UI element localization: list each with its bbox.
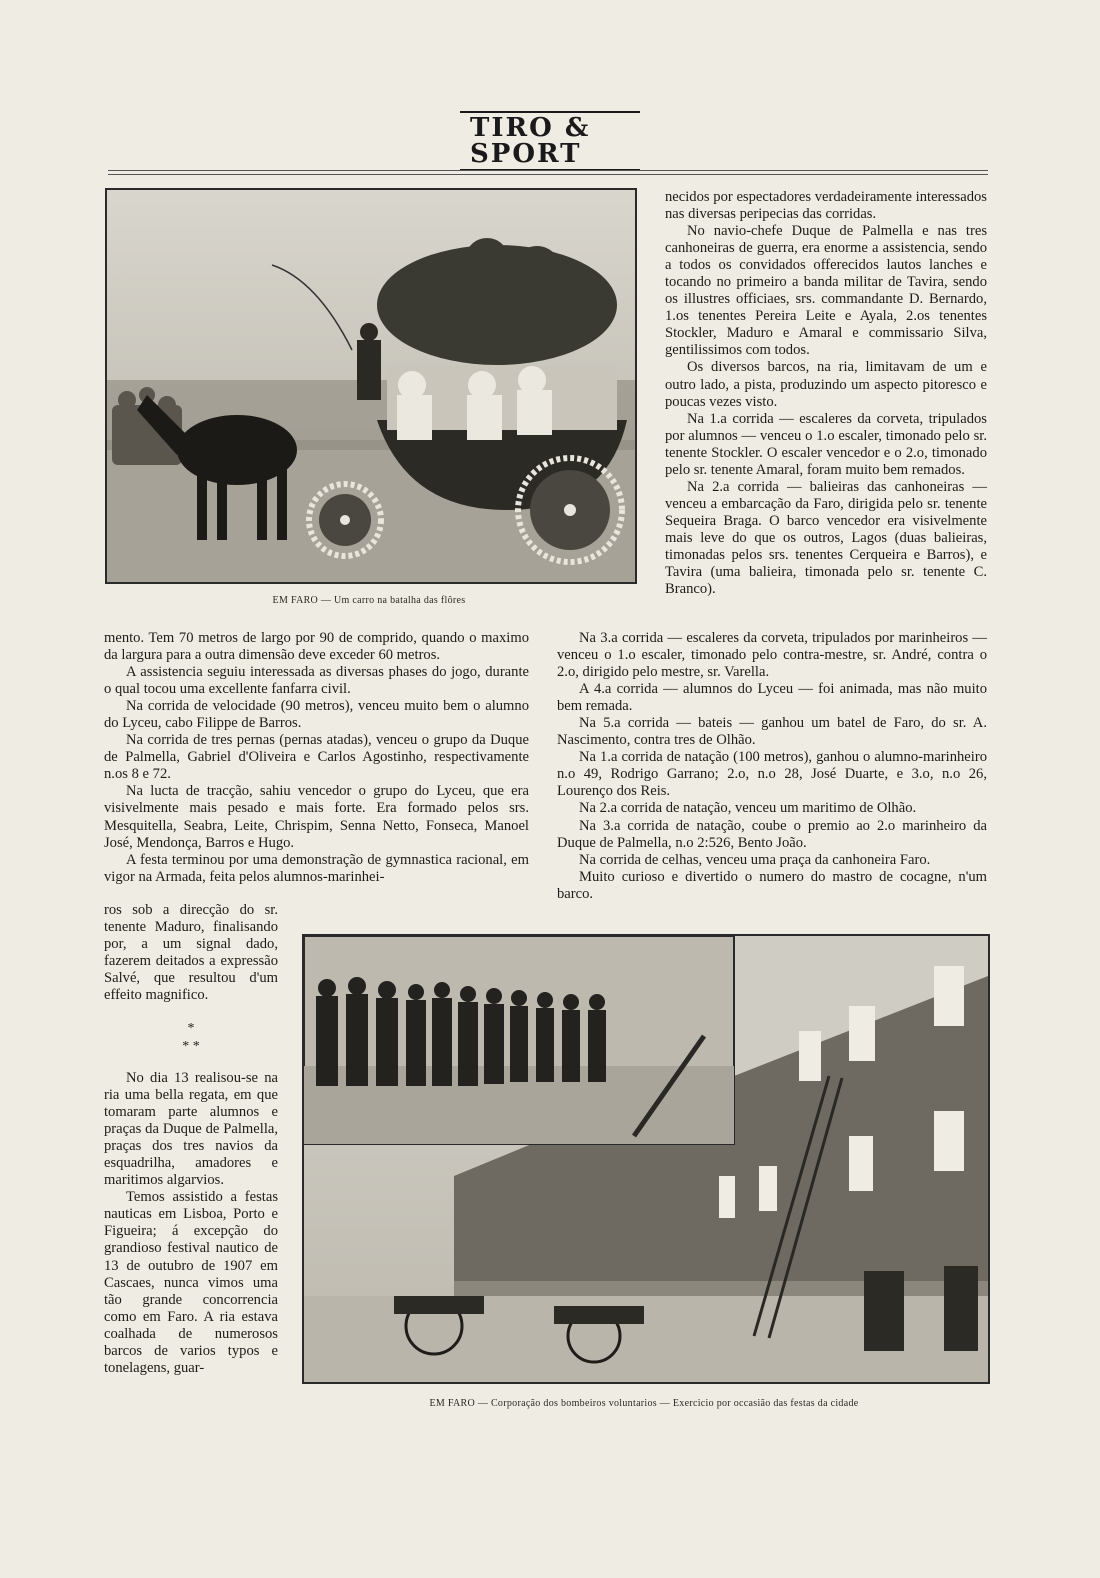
result-cocagne: Muito curioso e divertido o numero do mastro de cocagne, n'um barco.: [557, 868, 987, 902]
right-para-4: Na 1.a corrida — escaleres da corveta, tripulados por alumnos — venceu o 1.o escaler, timonado pelo sr. tenente Stockler. O escaler vencedor e o 2.o, timonado pelo sr. tenente Amaral, foram muito bem remados.: [665, 410, 987, 478]
left-column: [104, 630, 529, 886]
masthead-logo: [460, 113, 640, 169]
narrow-para-gymnastics: ros sob a direcção do sr. tenente Maduro, finalisando por, a um signal dado, fazerem deitados a expressão Salvé, que resultou d'um effeito magnifico.: [104, 902, 278, 1004]
section-separator: * * *: [182, 1021, 200, 1054]
photo2-caption: EM FARO — Corporação dos bombeiros voluntarios — Exercicio por occasião das festas da cidade: [429, 1398, 859, 1409]
masthead-title: TIRO & SPORT: [460, 111, 640, 171]
header-rule: [108, 170, 988, 171]
result-natacao-2: Na 2.a corrida de natação, venceu um maritimo de Olhão.: [579, 800, 917, 817]
narrow-column-b: [104, 1070, 278, 1377]
right-para-5: Na 2.a corrida — balieiras das canhoneiras — venceu a embarcação da Faro, dirigida pelo sr. tenente Sequeira Braga. O barco vencedor era visivelmente mais leve do que os outros, Lagos (duas balieiras, timonadas pelos srs. tenentes Cerqueira e Barros), e Tavira (uma balieira, timonada pelo sr. tenente C. Branco).: [665, 478, 987, 598]
left-para-4: Na corrida de tres pernas (pernas atadas), venceu o grupo da Duque de Palmella, Gabriel d'Oliveira e Carlos Agostinho, respectivamente n.os 8 e 72.: [104, 732, 529, 783]
right-para-1: necidos por espectadores verdadeiramente interessados nas diversas peripecias das corridas.: [665, 189, 987, 223]
left-para-2: A assistencia seguiu interessada as diversas phases do jogo, durante o qual tocou uma excellente fanfarra civil.: [104, 664, 529, 698]
left-para-3: Na corrida de velocidade (90 metros), venceu muito bem o alumno do Lyceu, cabo Filippe de Barros.: [104, 698, 529, 732]
right-para-3: Os diversos barcos, na ria, limitavam de um e outro lado, a pista, produzindo um aspecto pitoresco e poucas vezes visto.: [665, 359, 987, 410]
right-column: [665, 189, 987, 598]
header-rule-double: [108, 174, 988, 175]
result-natacao-1: Na 1.a corrida de natação (100 metros), ganhou o alumno-marinheiro n.o 49, Rodrigo Garrano; 2.o, n.o 28, José Duarte, e 3.o, n.o 26, Lourenço dos Reis.: [557, 749, 987, 800]
photo-firemen-exercise: [302, 934, 990, 1384]
result-3-corrida: Na 3.a corrida — escaleres da corveta, tripulados por marinheiros — venceu o 1.o escaler, timonado pelo contra-mestre, sr. André, contra o 2.o, dirigido pelo mestre, sr. Varella.: [557, 630, 987, 681]
result-celhas: Na corrida de celhas, venceu uma praça da canhoneira Faro.: [579, 851, 931, 868]
result-4-corrida: A 4.a corrida — alumnos do Lyceu — foi animada, mas não muito bem remada.: [557, 681, 987, 715]
left-para-1: mento. Tem 70 metros de largo por 90 de comprido, quando o maximo da largura para a outra dimensão deve exceder 60 metros.: [104, 630, 529, 664]
result-5-corrida: Na 5.a corrida — bateis — ganhou um batel de Faro, do sr. A. Nascimento, contra tres de Olhão.: [557, 715, 987, 749]
photo-flower-carriage: [105, 188, 637, 584]
right-para-2: No navio-chefe Duque de Palmella e nas tres canhoneiras de guerra, era enorme a assistencia, sendo a todos os convidados offerecidos lautos lanches e tocando no primeiro a banda militar de Tavira, sendo os illustres officiaes, srs. commandante D. Bernardo, 1.os tenentes Pereira Leite e Ayala, 2.os tenentes Stockler, Maduro e Amaral e commissario Silva, gentilissimos com todos.: [665, 223, 987, 359]
left-para-6: A festa terminou por uma demonstração de gymnastica racional, em vigor na Armada, feita pelos alumnos-marinhei-: [104, 851, 529, 885]
photo2-caption-place: EM FARO: [429, 1398, 476, 1409]
photo2-caption-text: Corporação dos bombeiros voluntarios — Exercicio por occasião das festas da cidade: [490, 1398, 859, 1409]
photo1-caption-place: EM FARO: [272, 595, 319, 606]
left-para-5: Na lucta de tracção, sahiu vencedor o grupo do Lyceu, que era visivelmente mais pesado e mais forte. Era formado pelos srs. Mesquitella, Seabra, Leite, Chrispim, Senna Netto, Fonseca, Manoel José, Mendonça, Barros e Hugo.: [104, 783, 529, 851]
narrow-column-a: [104, 902, 278, 1004]
photo1-caption-text: Um carro na batalha das flôres: [334, 595, 466, 606]
narrow-para-regatta: No dia 13 realisou-se na ria uma bella regata, em que tomaram parte alumnos e praças da Duque de Palmella, praças dos tres navios da esquadrilha, amadores e maritimos algarvios.: [104, 1070, 278, 1189]
photo1-caption: EM FARO — Um carro na batalha das flôres: [272, 595, 466, 606]
narrow-para-festas: Temos assistido a festas nauticas em Lisboa, Porto e Figueira; á excepção do grandioso festival nautico de 13 de outubro de 1907 em Cascaes, nunca vimos uma tão grande concorrencia como em Faro. A ria estava coalhada de numerosos barcos de varios typos e tonelagens, guar-: [104, 1189, 278, 1376]
regatta-results: [557, 630, 987, 903]
result-natacao-3: Na 3.a corrida de natação, coube o premio ao 2.o marinheiro da Duque de Palmella, n.o 2:526, Bento João.: [557, 817, 987, 851]
